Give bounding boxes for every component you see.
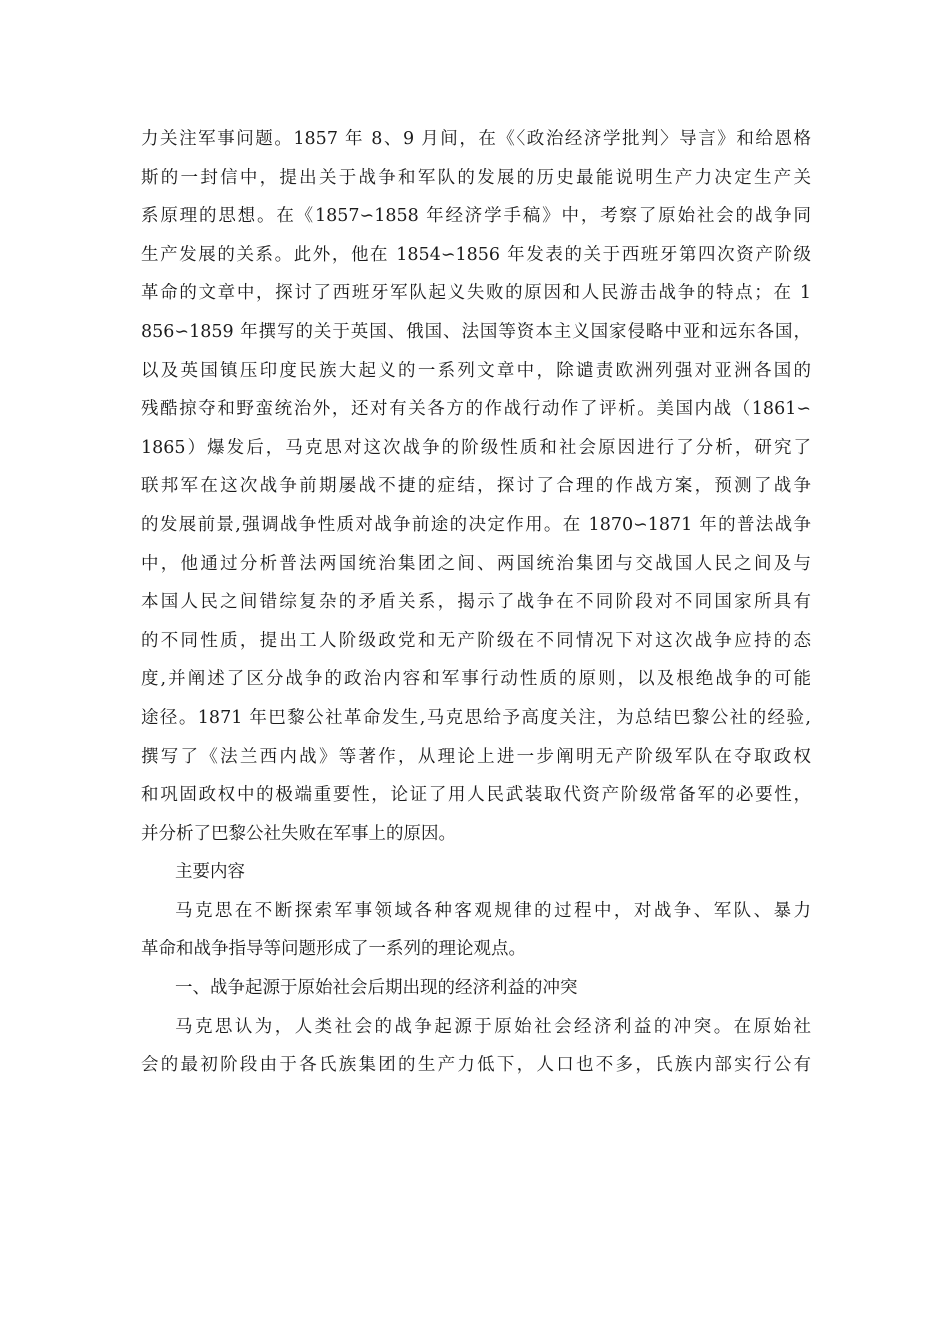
section-heading: 主要内容 [175,862,245,883]
text-line: 的不同性质，提出工人阶级政党和无产阶级在不同情况下对这次战争应持的态 [141,630,811,651]
body-text [141,120,811,1085]
text-line: 系原理的思想。在《1857∽1858 年经济学手稿》中，考察了原始社会的战争同 [141,206,811,227]
text-line: 并分析了巴黎公社失败在军事上的原因。 [141,823,456,844]
text-line: 联邦军在这次战争前期屡战不捷的症结，探讨了合理的作战方案，预测了战争 [141,476,811,497]
text-line: 以及英国镇压印度民族大起义的一系列文章中，除谴责欧洲列强对亚洲各国的 [141,360,811,381]
text-line: 撰写了《法兰西内战》等著作，从理论上进一步阐明无产阶级军队在夺取政权 [141,746,811,767]
text-line: 生产发展的关系。此外，他在 1854∽1856 年发表的关于西班牙第四次资产阶级 [141,244,811,265]
text-line: 中，他通过分析普法两国统治集团之间、两国统治集团与交战国人民之间及与 [141,553,811,574]
text-line: 的发展前景,强调战争性质对战争前途的决定作用。在 1870∽1871 年的普法战争 [141,514,811,535]
text-line: 马克思在不断探索军事领域各种客观规律的过程中，对战争、军队、暴力 [175,900,811,921]
text-line: 1865）爆发后，马克思对这次战争的阶级性质和社会原因进行了分析，研究了 [141,437,811,458]
text-line: 斯的一封信中，提出关于战争和军队的发展的历史最能说明生产力决定生产关 [141,167,811,188]
text-line: 会的最初阶段由于各氏族集团的生产力低下，人口也不多，氏族内部实行公有 [141,1055,811,1076]
text-line: 马克思认为，人类社会的战争起源于原始社会经济利益的冲突。在原始社 [175,1016,811,1037]
subsection-heading: 一、战争起源于原始社会后期出现的经济利益的冲突 [175,978,578,999]
text-line: 途径。1871 年巴黎公社革命发生,马克思给予高度关注，为总结巴黎公社的经验, [141,707,811,728]
text-line: 力关注军事问题。1857 年 8、9 月间，在《〈政治经济学批判〉导言》和给恩格 [141,129,811,149]
text-line: 残酷掠夺和野蛮统治外，还对有关各方的作战行动作了评析。美国内战（1861∽ [141,399,811,420]
text-line: 本国人民之间错综复杂的矛盾关系，揭示了战争在不同阶段对不同国家所具有 [141,592,811,613]
text-line: 和巩固政权中的极端重要性，论证了用人民武装取代资产阶级常备军的必要性， [141,785,811,806]
text-line: 856∽1859 年撰写的关于英国、俄国、法国等资本主义国家侵略中亚和远东各国， [141,321,811,342]
text-line: 革命和战争指导等问题形成了一系列的理论观点。 [141,939,526,960]
text-line: 革命的文章中，探讨了西班牙军队起义失败的原因和人民游击战争的特点；在 1 [141,283,811,304]
text-line: 度,并阐述了区分战争的政治内容和军事行动性质的原则，以及根绝战争的可能 [141,669,811,690]
